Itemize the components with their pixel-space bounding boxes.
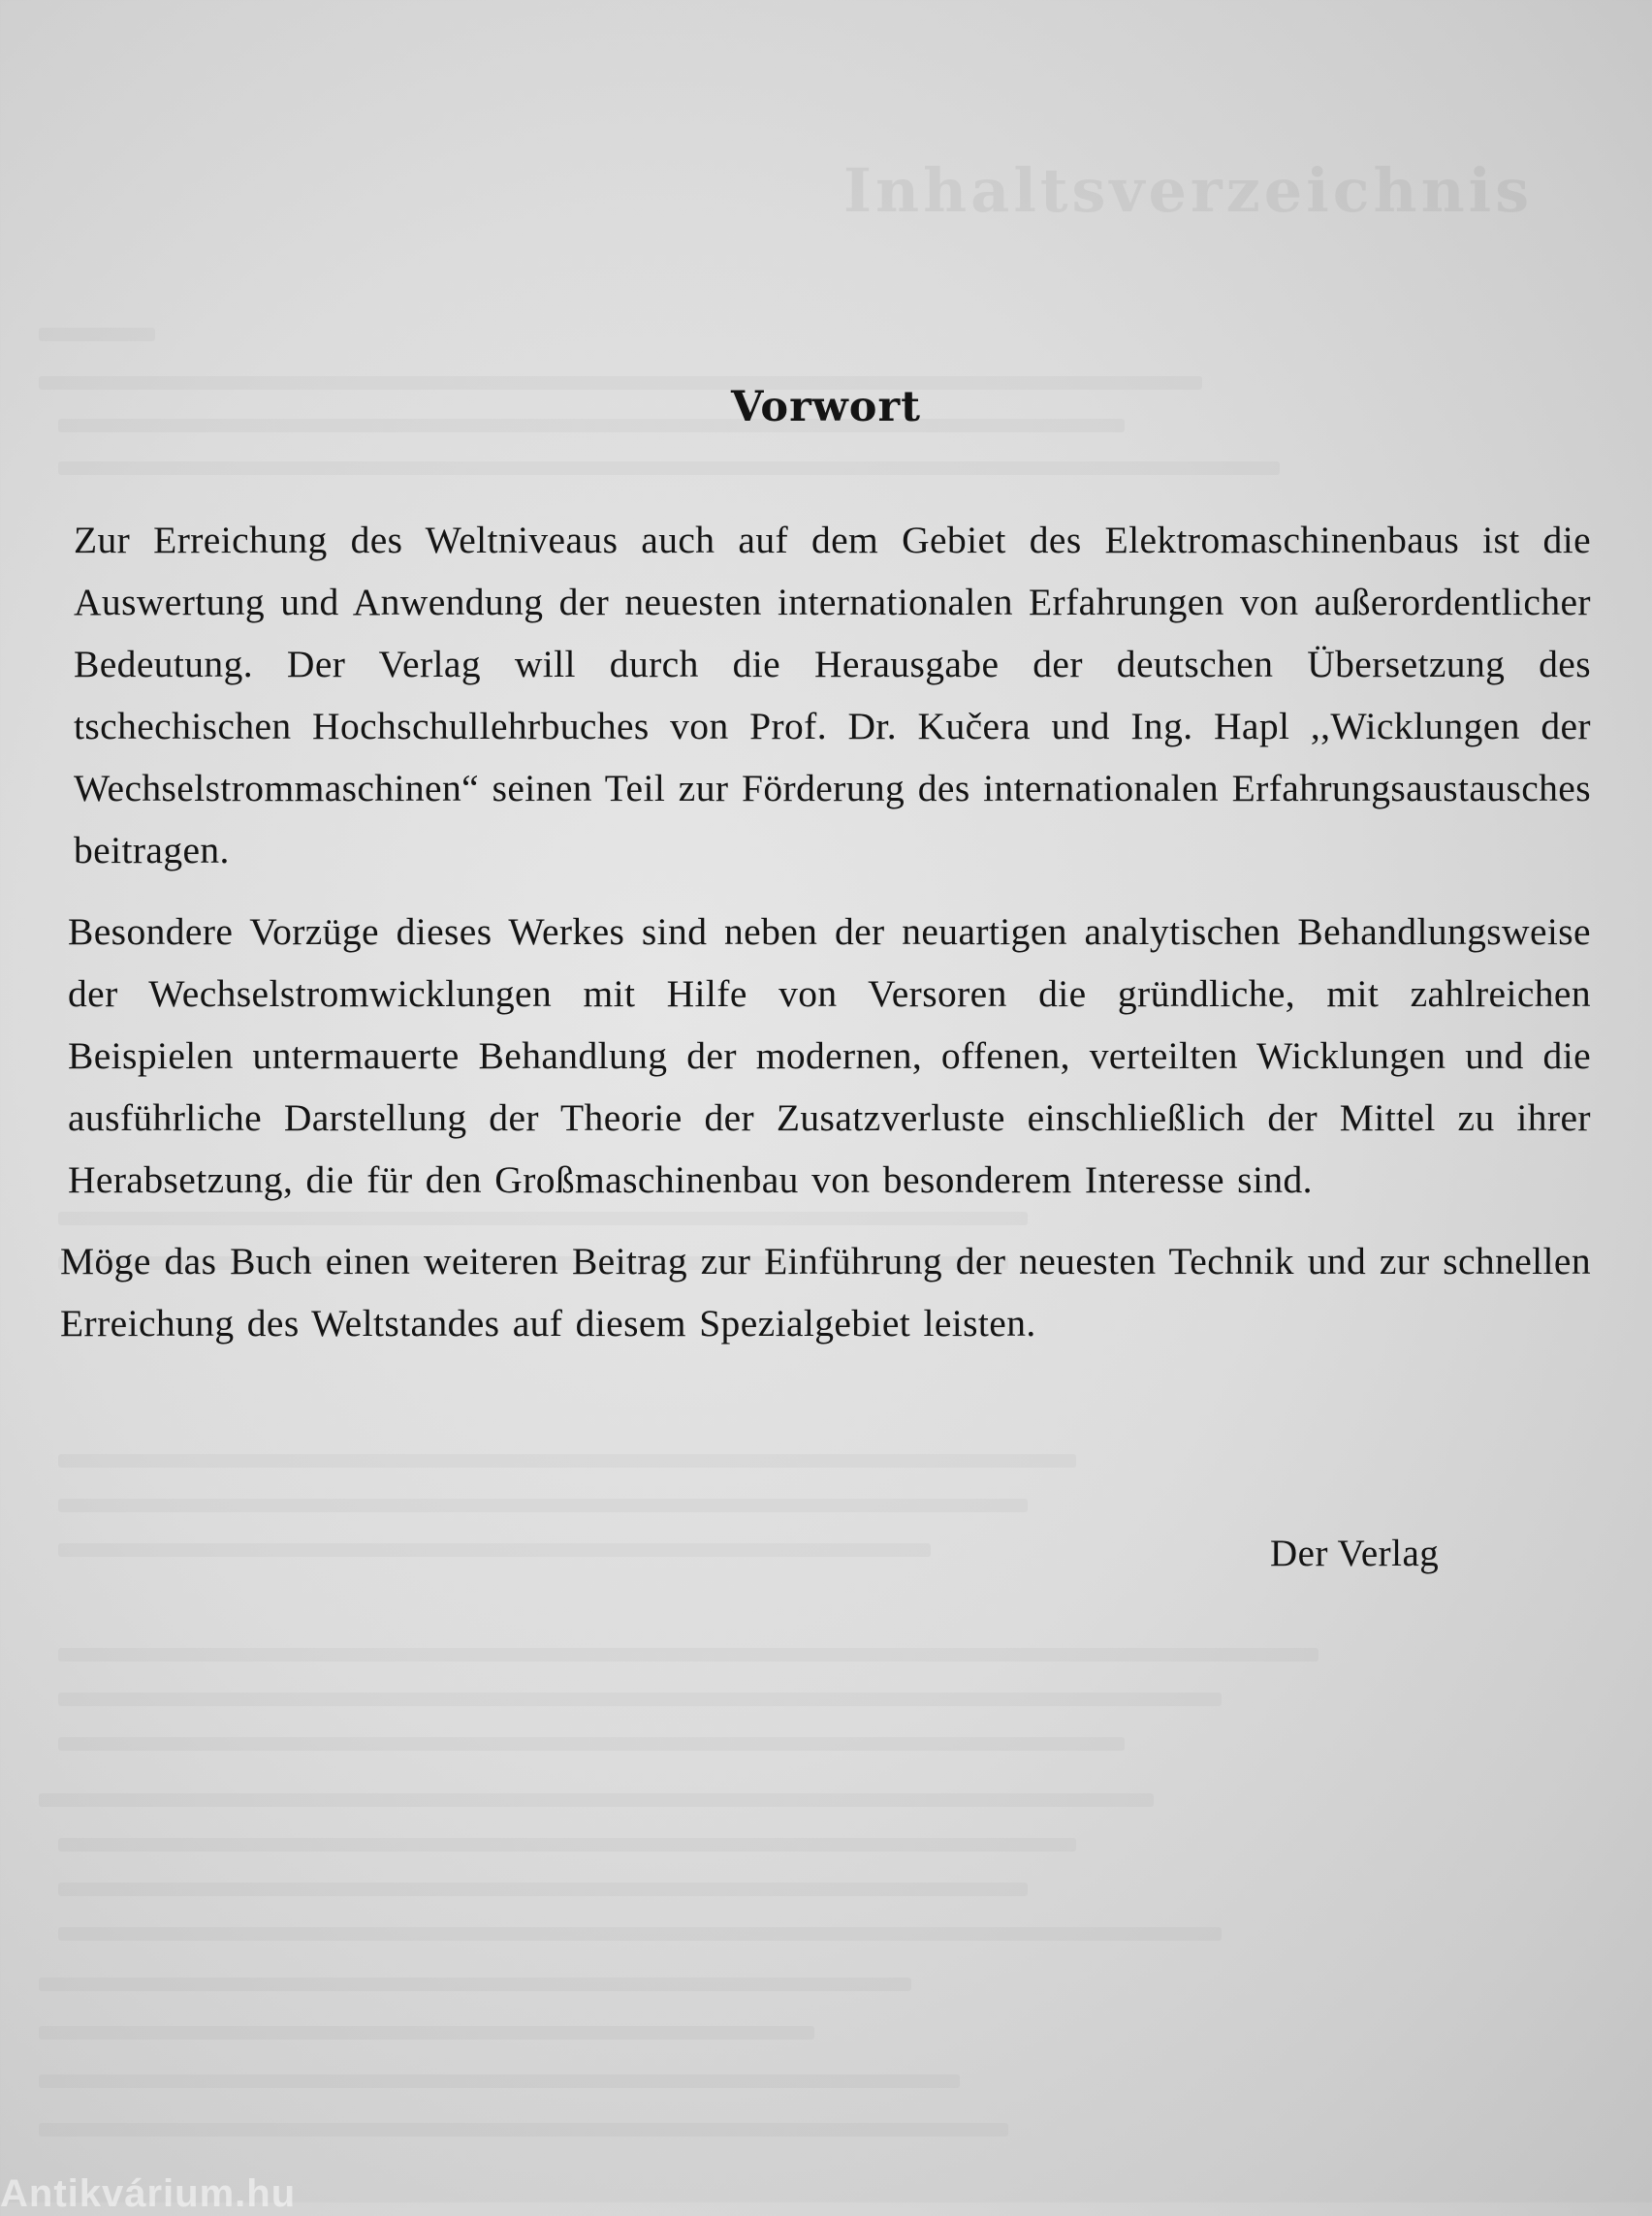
document-body [60, 509, 1591, 1374]
paragraph-3: Möge das Buch einen weiteren Beitrag zur Einführung der neuesten Technik und zur schnellen Erreichung des Weltstandes auf diesem Spezialgebiet leisten. [60, 1240, 1591, 1345]
watermark: Antikvárium.hu [0, 2172, 297, 2215]
paragraph-2: Besondere Vorzüge dieses Werkes sind neben der neuartigen analytischen Behandlungsweise der Wechselstromwicklungen mit Hilfe von Versoren die gründliche, mit zahlreichen Beispielen untermauerte Behandlung der modernen, offenen, verteilten Wicklungen und die ausführliche Darstellung der Theorie der Zusatzverluste einschließlich der Mittel zu ihrer Herabsetzung, die für den Großmaschinenbau von besonderem Interesse sind. [68, 910, 1591, 1201]
page-title: Vorwort [731, 383, 921, 431]
show-through-heading: Inhaltsverzeichnis [843, 155, 1534, 226]
signature: Der Verlag [1270, 1533, 1440, 1574]
paragraph-1: Zur Erreichung des Weltniveaus auch auf dem Gebiet des Elektromaschinenbaus ist die Auswertung und Anwendung der neuesten internationalen Erfahrungen von außerordentlicher Bedeutung. Der Verlag will durch die Herausgabe der deutschen Übersetzung des tschechischen Hochschullehrbuches von Prof. Dr. Kučera und Ing. Hapl ,,Wicklungen der Wechselstrommaschinen“ seinen Teil zur Förderung des internationalen Erfahrungsaustausches beitragen. [74, 519, 1591, 871]
